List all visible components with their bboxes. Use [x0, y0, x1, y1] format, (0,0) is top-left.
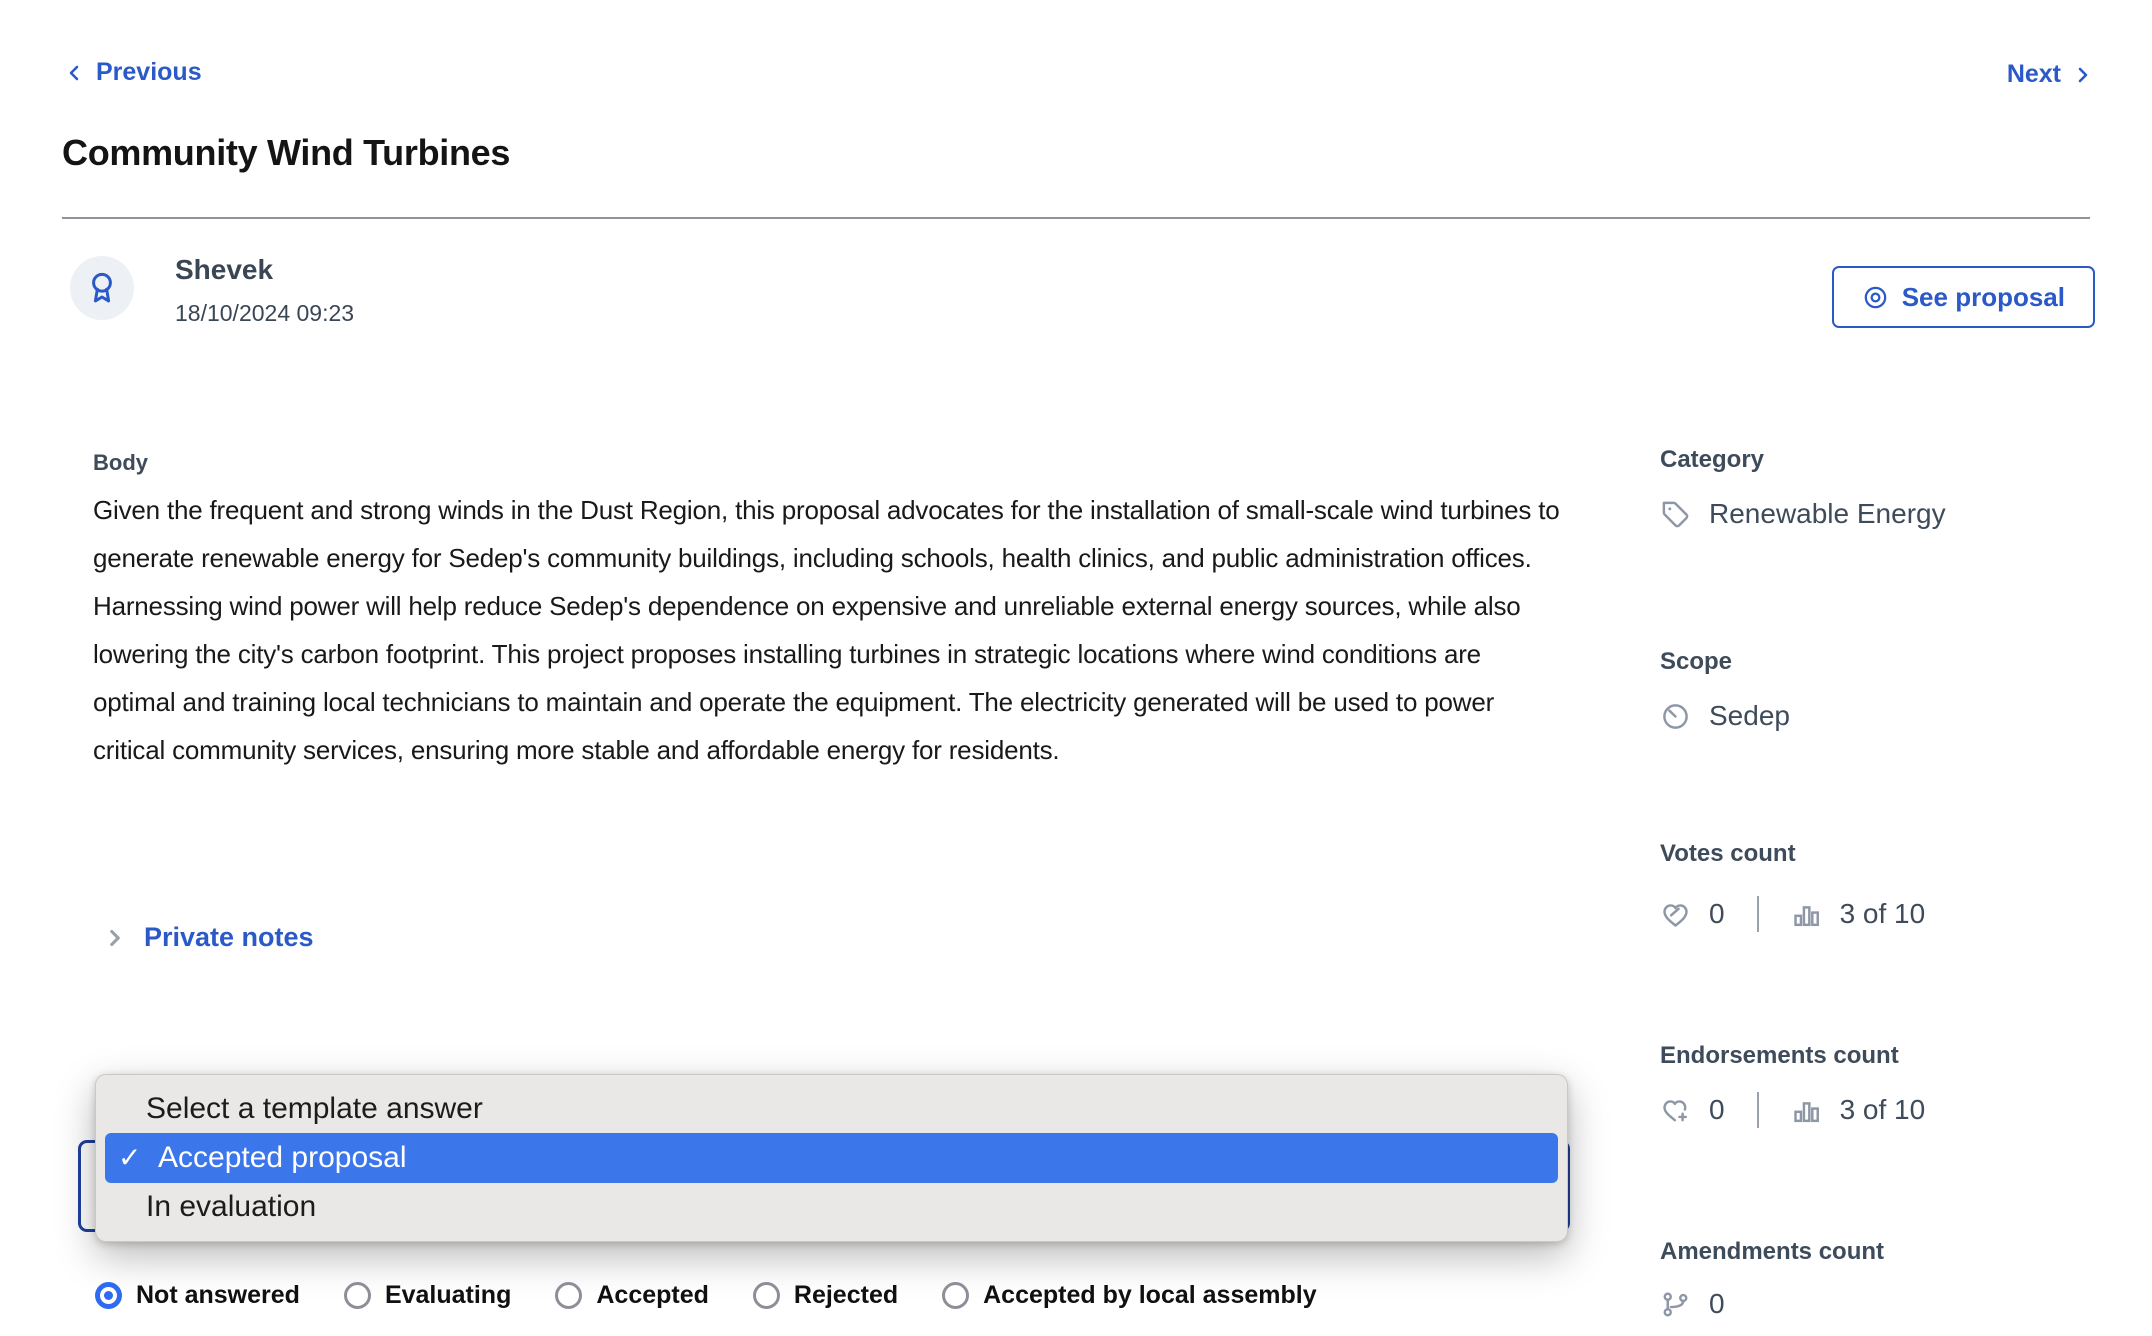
see-proposal-button[interactable] [1832, 266, 2095, 328]
dropdown-option-in-evaluation[interactable]: In evaluation [146, 1190, 317, 1224]
author-name: Shevek [175, 254, 274, 285]
private-notes-toggle[interactable] [102, 922, 314, 953]
category-value: Renewable Energy [1709, 498, 1946, 529]
next-link[interactable] [2007, 60, 2095, 89]
divider [1757, 1092, 1759, 1128]
votes-progress-value: 3 of 10 [1839, 898, 1926, 929]
bar-chart-icon [1791, 899, 1822, 930]
chevron-left-icon [62, 61, 86, 85]
scope-value: Sedep [1709, 700, 1790, 731]
previous-label: Previous [96, 58, 202, 86]
eye-icon [1862, 284, 1889, 311]
body-text: Given the frequent and strong winds in the Dust Region, this proposal advocates for the installation of small-scale wind turbines to generate renewable energy for Sedep's community buildings, including schools, health clinics, and public administration offices. Harnessing wind power will help reduce Sedep's dependence on expensive and unreliable external energy sources, while also lowering the city's carbon footprint. This project proposes installing turbines in strategic locations where wind conditions are optimal and training local technicians to maintain and operate the equipment. The electricity generated will be used to power critical community services, ensuring more stable and affordable energy for residents. [93, 495, 1560, 765]
votes-count-row [1660, 896, 1925, 932]
heart-plus-icon [1660, 1095, 1691, 1126]
radio-icon [942, 1282, 969, 1309]
body-label: Body [93, 450, 148, 475]
git-branch-icon [1660, 1289, 1691, 1320]
previous-link[interactable] [62, 58, 202, 87]
endorsements-count-row [1660, 1092, 1925, 1128]
page-title: Community Wind Turbines [62, 132, 511, 173]
category-value-row [1660, 498, 1946, 530]
divider [1757, 896, 1759, 932]
radio-accepted-by-local-assembly[interactable]: Accepted by local assembly [942, 1281, 1316, 1310]
dropdown-option-accepted-proposal[interactable]: ✓ Accepted proposal [105, 1133, 1558, 1182]
next-label: Next [2006, 60, 2061, 88]
author-timestamp: 18/10/2024 09:23 [175, 300, 355, 326]
votes-count-heading: Votes count [1660, 840, 1796, 867]
award-badge-icon [84, 270, 120, 306]
answer-state-radio-group [95, 1281, 1317, 1310]
radio-icon [753, 1282, 780, 1309]
radio-selected-icon [95, 1282, 122, 1309]
endorsements-progress-value: 3 of 10 [1839, 1094, 1926, 1125]
radio-accepted[interactable]: Accepted [555, 1281, 709, 1310]
avatar [70, 256, 134, 320]
category-heading: Category [1660, 446, 1765, 473]
radio-evaluating[interactable]: Evaluating [344, 1281, 511, 1310]
title-divider [62, 217, 2090, 219]
scope-heading: Scope [1660, 648, 1733, 675]
template-answer-dropdown-popup [95, 1074, 1568, 1242]
vote-heart-icon [1660, 899, 1691, 930]
chevron-right-icon [102, 925, 128, 951]
dropdown-option-placeholder[interactable]: Select a template answer [146, 1091, 483, 1125]
amendments-count-value: 0 [1709, 1288, 1725, 1319]
amendments-count-heading: Amendments count [1660, 1238, 1885, 1265]
radio-rejected[interactable]: Rejected [753, 1281, 898, 1310]
chevron-right-icon [2071, 63, 2095, 87]
see-proposal-label: See proposal [1901, 281, 2065, 312]
radio-icon [344, 1282, 371, 1309]
radio-icon [555, 1282, 582, 1309]
endorsements-count-value: 0 [1709, 1094, 1725, 1125]
private-notes-label: Private notes [144, 922, 314, 952]
endorsements-count-heading: Endorsements count [1660, 1042, 1899, 1069]
bar-chart-icon [1791, 1095, 1822, 1126]
tag-icon [1660, 499, 1691, 530]
scope-value-row [1660, 700, 1790, 732]
scope-dial-icon [1660, 701, 1691, 732]
amendments-count-row [1660, 1288, 1725, 1320]
votes-count-value: 0 [1709, 898, 1725, 929]
radio-not-answered[interactable]: Not answered [95, 1281, 300, 1310]
check-icon: ✓ [118, 1142, 142, 1174]
